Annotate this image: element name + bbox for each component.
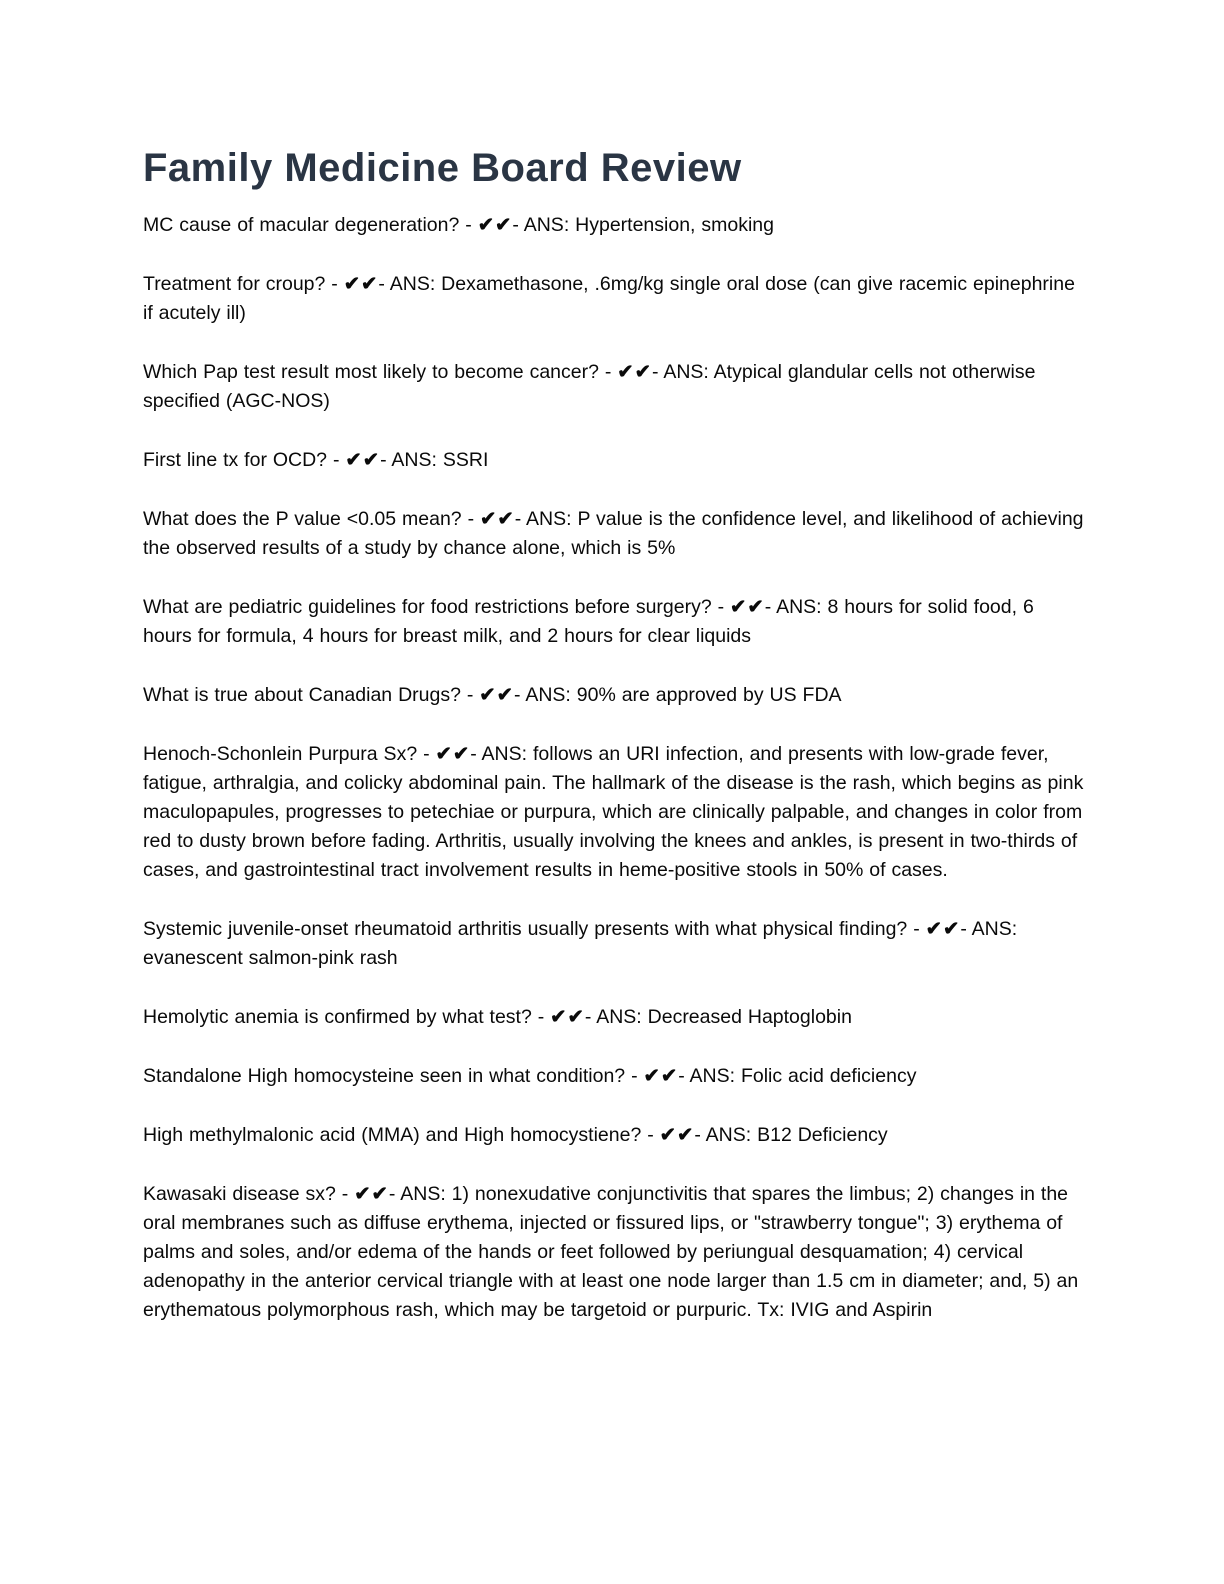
qa-question: First line tx for OCD? <box>143 449 328 471</box>
qa-question: Standalone High homocysteine seen in what condition? <box>143 1065 626 1087</box>
qa-dash-before: - <box>598 361 618 383</box>
qa-dash-after: - <box>651 361 664 383</box>
qa-ans-label: ANS: <box>705 1124 758 1146</box>
qa-dash-before: - <box>325 273 344 295</box>
qa-item <box>143 1003 1085 1032</box>
qa-dash-before: - <box>327 449 346 471</box>
qa-question: High methylmalonic acid (MMA) and High homocystiene? <box>143 1124 642 1146</box>
qa-answer: 90% are approved by US FDA <box>576 684 842 706</box>
qa-question: Which Pap test result most likely to become cancer? <box>143 361 599 383</box>
qa-dash-before: - <box>711 596 731 618</box>
qa-item <box>143 915 1085 973</box>
qa-dash-after: - <box>694 1124 706 1146</box>
qa-item <box>143 211 1085 240</box>
qa-item <box>143 1121 1085 1150</box>
checkmarks-icon: ✔✔ <box>730 596 765 618</box>
checkmarks-icon: ✔✔ <box>354 1183 389 1205</box>
qa-ans-label: ANS: <box>663 361 714 383</box>
qa-dash-after: - <box>513 684 526 706</box>
qa-answer: 1) nonexudative conjunctivitis that spares the limbus; 2) changes in the oral membranes such as diffuse erythema, injected or fissured lips, or "strawberry tongue"; 3) erythema of palms and soles, and/or edema of the hands or feet followed by periungual desquamation; 4) cervical adenopathy in the anterior cervical triangle with at least one node larger than 1.5 cm in diameter; and, 5) an erythematous polymorphous rash, which may be targetoid or purpuric. Tx: IVIG and Aspirin <box>143 1183 1079 1321</box>
qa-answer: Dexamethasone, .6mg/kg single oral dose (can give racemic epinephrine if acutely ill) <box>143 273 1075 324</box>
qa-answer: B12 Deficiency <box>757 1124 888 1146</box>
qa-dash-before: - <box>335 1183 355 1205</box>
document-content <box>143 146 1085 1325</box>
checkmarks-icon: ✔✔ <box>343 273 379 295</box>
qa-dash-after: - <box>584 1006 597 1028</box>
qa-dash-after: - <box>764 596 777 618</box>
qa-answer: evanescent salmon-pink rash <box>143 947 398 969</box>
qa-ans-label: ANS: <box>523 214 576 236</box>
qa-answer: Hypertension, smoking <box>575 214 774 236</box>
checkmarks-icon: ✔✔ <box>480 508 515 530</box>
checkmarks-icon: ✔✔ <box>659 1124 695 1146</box>
qa-dash-before: - <box>461 508 480 530</box>
qa-answer: 8 hours for solid food, 6 hours for formula, 4 hours for breast milk, and 2 hours for clear liquids <box>143 596 1034 647</box>
qa-dash-after: - <box>388 1183 401 1205</box>
qa-ans-label: ANS: <box>400 1183 452 1205</box>
checkmarks-icon: ✔✔ <box>925 918 961 940</box>
qa-item <box>143 446 1085 475</box>
qa-dash-after: - <box>678 1065 690 1087</box>
qa-question: What does the P value <0.05 mean? <box>143 508 462 530</box>
qa-question: What is true about Canadian Drugs? <box>143 684 461 706</box>
qa-question: Treatment for croup? <box>143 273 326 295</box>
checkmarks-icon: ✔✔ <box>643 1065 679 1087</box>
qa-answer: Folic acid deficiency <box>740 1065 917 1087</box>
qa-ans-label: ANS: <box>526 508 578 530</box>
qa-item <box>143 593 1085 651</box>
qa-item <box>143 358 1085 416</box>
checkmarks-icon: ✔✔ <box>479 684 514 706</box>
qa-item <box>143 740 1085 885</box>
qa-dash-before: - <box>625 1065 644 1087</box>
qa-answer: Decreased Haptoglobin <box>647 1006 852 1028</box>
qa-item <box>143 270 1085 328</box>
qa-dash-after: - <box>960 918 972 940</box>
qa-dash-before: - <box>531 1006 551 1028</box>
qa-question: MC cause of macular degeneration? <box>143 214 460 236</box>
qa-dash-after: - <box>378 273 390 295</box>
qa-item <box>143 505 1085 563</box>
qa-dash-before: - <box>460 684 480 706</box>
qa-ans-label: ANS: <box>389 273 442 295</box>
checkmarks-icon: ✔✔ <box>617 361 652 383</box>
qa-dash-before: - <box>459 214 478 236</box>
checkmarks-icon: ✔✔ <box>550 1006 585 1028</box>
qa-ans-label: ANS: <box>525 684 577 706</box>
qa-dash-before: - <box>641 1124 660 1146</box>
page-title: Family Medicine Board Review <box>143 146 742 190</box>
qa-ans-label: ANS: <box>776 596 828 618</box>
checkmarks-icon: ✔✔ <box>435 743 471 765</box>
qa-ans-label: ANS: <box>596 1006 648 1028</box>
checkmarks-icon: ✔✔ <box>345 449 381 471</box>
qa-dash-after: - <box>514 508 527 530</box>
qa-dash-before: - <box>417 743 436 765</box>
qa-ans-label: ANS: <box>971 918 1018 940</box>
qa-item <box>143 681 1085 710</box>
qa-answer: follows an URI infection, and presents with low-grade fever, fatigue, arthralgia, and colicky abdominal pain. The hallmark of the disease is the rash, which begins as pink maculopapules, progresses to petechiae or purpura, which are clinically palpable, and changes in color from red to dusty brown before fading. Arthritis, usually involving the knees and ankles, is present in two-thirds of cases, and gastrointestinal tract involvement results in heme-positive stools in 50% of cases. <box>143 743 1084 881</box>
qa-question: Systemic juvenile-onset rheumatoid arthritis usually presents with what physical finding? <box>143 918 908 940</box>
qa-dash-after: - <box>380 449 392 471</box>
qa-item <box>143 1062 1085 1091</box>
qa-answer: SSRI <box>442 449 489 471</box>
qa-answer: Atypical glandular cells not otherwise specified (AGC-NOS) <box>143 361 1036 412</box>
qa-dash-after: - <box>512 214 524 236</box>
qa-question: What are pediatric guidelines for food restrictions before surgery? <box>143 596 712 618</box>
qa-ans-label: ANS: <box>481 743 533 765</box>
qa-dash-after: - <box>470 743 482 765</box>
qa-ans-label: ANS: <box>391 449 443 471</box>
qa-ans-label: ANS: <box>689 1065 741 1087</box>
qa-list <box>143 211 1085 1325</box>
qa-item <box>143 1180 1085 1325</box>
qa-question: Kawasaki disease sx? <box>143 1183 336 1205</box>
qa-dash-before: - <box>907 918 926 940</box>
qa-answer: P value is the confidence level, and likelihood of achieving the observed results of a study by chance alone, which is 5% <box>143 508 1084 559</box>
qa-question: Hemolytic anemia is confirmed by what test? <box>143 1006 532 1028</box>
checkmarks-icon: ✔✔ <box>477 214 513 236</box>
qa-question: Henoch-Schonlein Purpura Sx? <box>143 743 418 765</box>
